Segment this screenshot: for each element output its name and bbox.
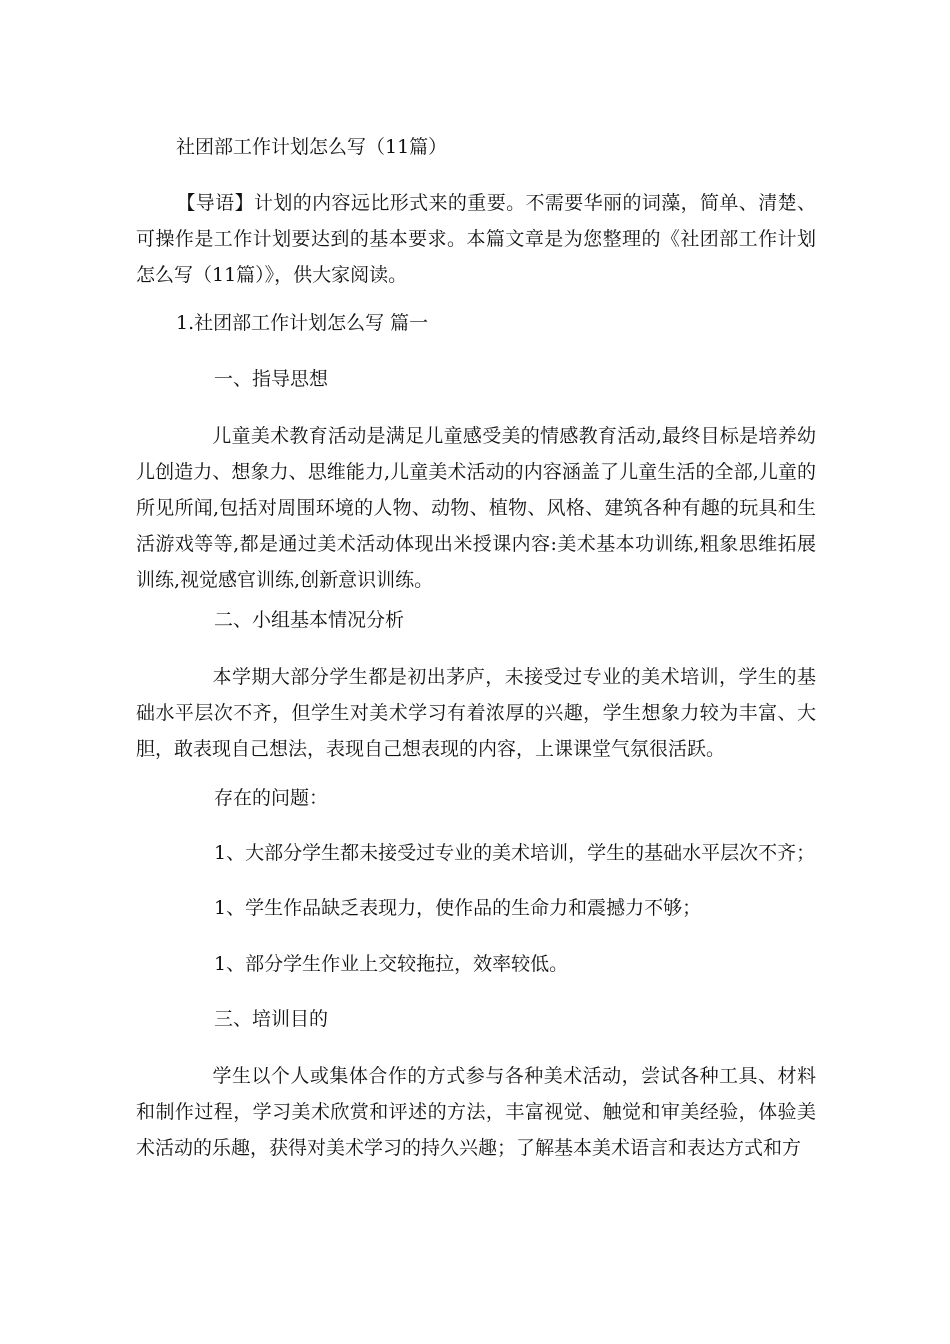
section-title: 1.社团部工作计划怎么写 篇一 [176, 312, 429, 334]
heading-group-analysis: 二、小组基本情况分析 [214, 609, 405, 631]
problem-item: 1、部分学生作业上交较拖拉，效率较低。 [214, 953, 569, 975]
paragraph-group-analysis [136, 659, 816, 767]
document-title: 社团部工作计划怎么写（11篇） [176, 136, 448, 158]
paragraph-text: 本学期大部分学生都是初出茅庐，未接受过专业的美术培训，学生的基础水平层次不齐，但学生对美术学习有着浓厚的兴趣，学生想象力较为丰富、大胆，敢表现自己想法，表现自己想表现的内容，上课课堂气氛很活跃。 [136, 666, 816, 760]
heading-guiding-thought: 一、指导思想 [214, 368, 329, 390]
problem-item: 1、大部分学生都未接受过专业的美术培训，学生的基础水平层次不齐； [214, 842, 816, 864]
intro-paragraph [136, 185, 816, 293]
intro-text: 【导语】计划的内容远比形式来的重要。不需要华丽的词藻，简单、清楚、可操作是工作计划要达到的基本要求。本篇文章是为您整理的《社团部工作计划怎么写（11篇）》，供大家阅读。 [136, 192, 816, 286]
paragraph-text: 儿童美术教育活动是满足儿童感受美的情感教育活动,最终目标是培养幼儿创造力、想象力、思维能力,儿童美术活动的内容涵盖了儿童生活的全部,儿童的所见所闻,包括对周围环境的人物、动物、植物、风格、建筑各种有趣的玩具和生活游戏等等,都是通过美术活动体现出米授课内容:美术基本功训练,粗象思维拓展训练,视觉感官训练,创新意识训练。 [136, 425, 816, 591]
problems-label: 存在的问题： [214, 787, 329, 809]
paragraph-text: 学生以个人或集体合作的方式参与各种美术活动，尝试各种工具、材料和制作过程，学习美术欣赏和评述的方法，丰富视觉、触觉和审美经验，体验美术活动的乐趣，获得对美术学习的持久兴趣；了解基本美术语言和表达方式和方 [136, 1065, 816, 1159]
paragraph-training-purpose [136, 1058, 816, 1166]
problem-item: 1、学生作品缺乏表现力，使作品的生命力和震撼力不够； [214, 897, 702, 919]
paragraph-guiding-thought [136, 418, 816, 598]
heading-training-purpose: 三、培训目的 [214, 1008, 329, 1030]
